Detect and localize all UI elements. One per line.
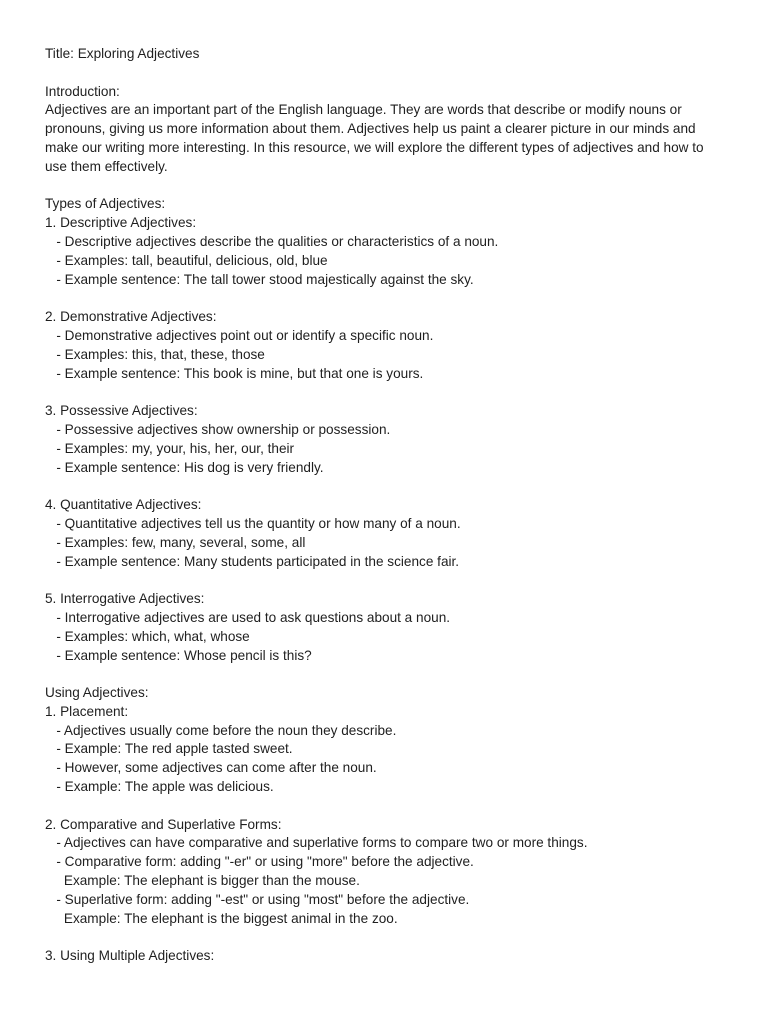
- spacer: [45, 477, 735, 496]
- type-bullet: - Examples: my, your, his, her, our, their: [45, 440, 295, 456]
- type-bullet: - Examples: which, what, whose: [45, 628, 250, 644]
- type-bullet: - Example sentence: Many students participated in the science fair.: [45, 553, 460, 569]
- using-bullet: - Example: The apple was delicious.: [45, 779, 274, 795]
- using-bullet: - However, some adjectives can come after the noun.: [45, 760, 377, 776]
- using-bullet: - Example: The red apple tasted sweet.: [45, 741, 293, 757]
- spacer: [45, 383, 735, 402]
- type-heading: 5. Interrogative Adjectives:: [45, 591, 205, 607]
- type-bullet: - Possessive adjectives show ownership or possession.: [45, 421, 391, 437]
- spacer: [45, 64, 735, 83]
- using-heading: Using Adjectives:: [45, 685, 149, 701]
- using-subheading: 1. Placement:: [45, 703, 129, 719]
- type-bullet: - Descriptive adjectives describe the qualities or characteristics of a noun.: [45, 233, 499, 249]
- types-heading: Types of Adjectives:: [45, 196, 166, 212]
- type-heading: 3. Possessive Adjectives:: [45, 403, 198, 419]
- document-title: Title: Exploring Adjectives: [45, 46, 200, 61]
- using-bullet: - Adjectives usually come before the noun they describe.: [45, 722, 397, 738]
- spacer: [45, 797, 735, 816]
- intro-heading: Introduction:: [45, 83, 120, 99]
- spacer: [45, 177, 735, 196]
- type-heading: 2. Demonstrative Adjectives:: [45, 309, 217, 325]
- using-bullet: Example: The elephant is the biggest animal in the zoo.: [45, 910, 398, 926]
- spacer: [45, 665, 735, 684]
- type-heading: 4. Quantitative Adjectives:: [45, 497, 202, 513]
- using-subheading: 2. Comparative and Superlative Forms:: [45, 816, 282, 832]
- type-bullet: - Examples: this, that, these, those: [45, 346, 265, 362]
- spacer: [45, 289, 735, 308]
- using-bullet: - Adjectives can have comparative and superlative forms to compare two or more things.: [45, 835, 588, 851]
- intro-line: pronouns, giving us more information about them. Adjectives help us paint a clearer picture in our minds and: [45, 121, 696, 137]
- intro-line: make our writing more interesting. In this resource, we will explore the different types of adjectives and how to: [45, 139, 704, 155]
- spacer: [45, 928, 735, 947]
- type-bullet: - Quantitative adjectives tell us the quantity or how many of a noun.: [45, 515, 461, 531]
- type-bullet: - Demonstrative adjectives point out or identify a specific noun.: [45, 327, 434, 343]
- using-bullet: - Superlative form: adding "-est" or using "most" before the adjective.: [45, 891, 470, 907]
- intro-line: Adjectives are an important part of the English language. They are words that describe or modify nouns or: [45, 102, 682, 118]
- type-bullet: - Example sentence: Whose pencil is this?: [45, 647, 312, 663]
- type-heading: 1. Descriptive Adjectives:: [45, 215, 197, 231]
- type-bullet: - Examples: tall, beautiful, delicious, old, blue: [45, 252, 328, 268]
- type-bullet: - Examples: few, many, several, some, all: [45, 534, 306, 550]
- using-bullet: Example: The elephant is bigger than the mouse.: [45, 873, 360, 889]
- type-bullet: - Example sentence: His dog is very friendly.: [45, 459, 324, 475]
- type-bullet: - Example sentence: This book is mine, but that one is yours.: [45, 365, 424, 381]
- type-bullet: - Example sentence: The tall tower stood majestically against the sky.: [45, 271, 474, 287]
- type-bullet: - Interrogative adjectives are used to ask questions about a noun.: [45, 609, 451, 625]
- using-subheading: 3. Using Multiple Adjectives:: [45, 948, 215, 964]
- intro-line: use them effectively.: [45, 158, 168, 174]
- spacer: [45, 571, 735, 590]
- document-body: [45, 45, 735, 966]
- using-bullet: - Comparative form: adding "-er" or using "more" before the adjective.: [45, 854, 474, 870]
